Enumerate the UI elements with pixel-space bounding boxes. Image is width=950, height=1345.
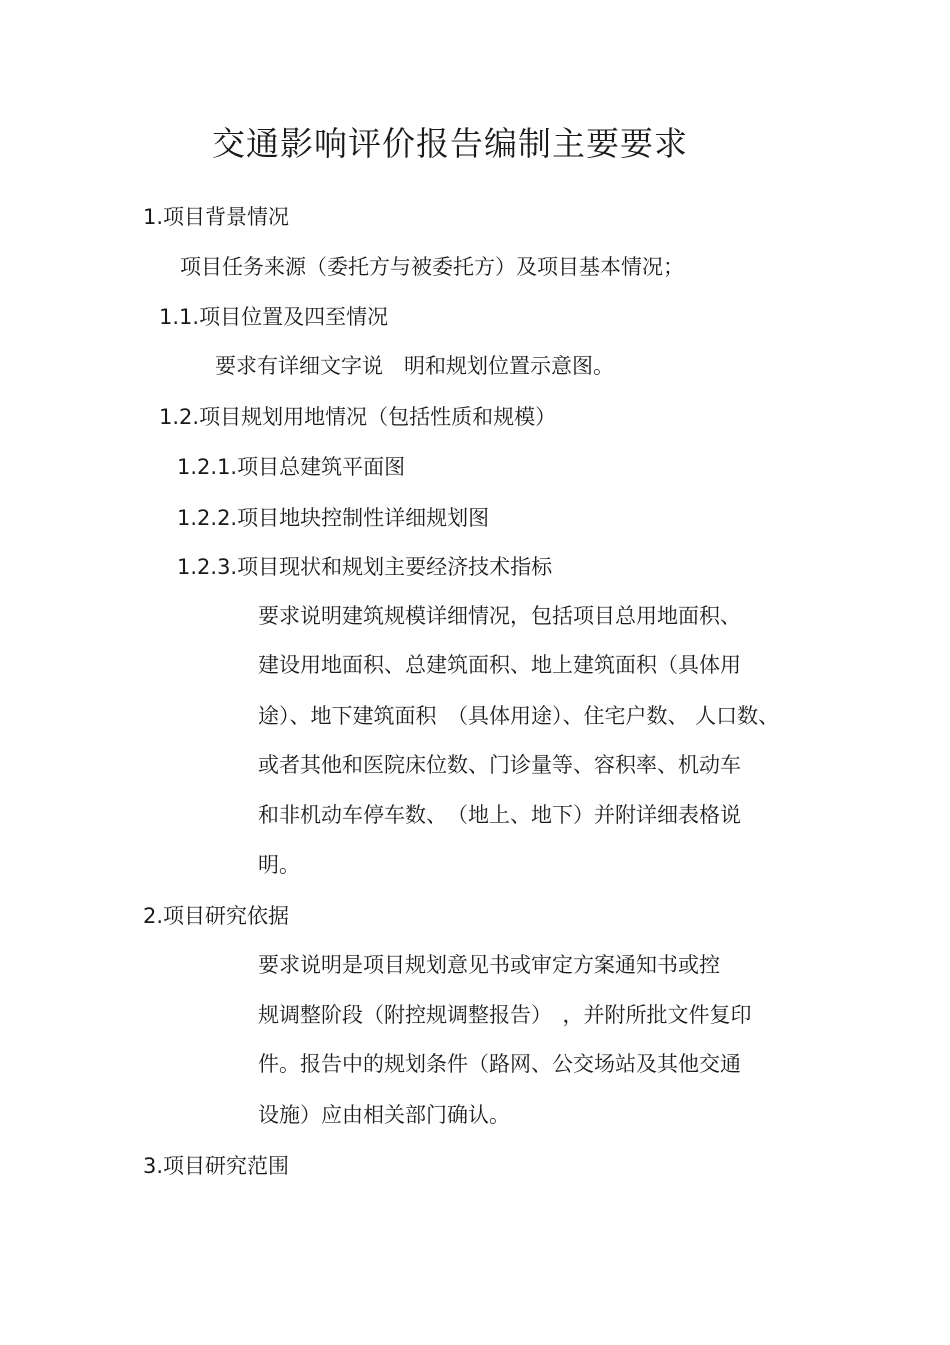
heading-technical-indicators: 1.2.3.项目现状和规划主要经济技术指标 <box>177 555 553 579</box>
paragraph-indicators-line-4: 或者其他和医院床位数、门诊量等、容积率、机动车 <box>258 753 741 777</box>
paragraph-indicators-line-6: 明。 <box>258 853 300 877</box>
paragraph-indicators-line-2: 建设用地面积、总建筑面积、地上建筑面积（具体用 <box>258 653 741 677</box>
paragraph-indicators-line-3: 途）、地下建筑面积 （具体用途）、住宅户数、 人口数、 <box>258 704 780 728</box>
paragraph-location-requirement: 要求有详细文字说 明和规划位置示意图。 <box>215 354 614 378</box>
paragraph-basis-line-1: 要求说明是项目规划意见书或审定方案通知书或控 <box>258 953 720 977</box>
heading-project-background: 1.项目背景情况 <box>143 205 290 229</box>
paragraph-indicators-line-5: 和非机动车停车数、 （地上、地下）并附详细表格说 <box>258 803 741 827</box>
paragraph-indicators-line-1: 要求说明建筑规模详细情况，包括项目总用地面积、 <box>258 604 741 628</box>
paragraph-project-source: 项目任务来源（委托方与被委托方）及项目基本情况； <box>180 255 684 279</box>
paragraph-basis-line-3: 件。报告中的规划条件（路网、公交场站及其他交通 <box>258 1052 741 1076</box>
heading-research-basis: 2.项目研究依据 <box>143 904 290 928</box>
heading-project-location: 1.1.项目位置及四至情况 <box>159 305 389 329</box>
heading-land-use: 1.2.项目规划用地情况（包括性质和规模） <box>159 405 557 429</box>
heading-site-plan: 1.2.1.项目总建筑平面图 <box>177 455 406 479</box>
document-title: 交通影响评价报告编制主要要求 <box>212 124 688 163</box>
heading-regulatory-plan: 1.2.2.项目地块控制性详细规划图 <box>177 506 490 530</box>
paragraph-basis-line-2: 规调整阶段（附控规调整报告） ，并附所批文件复印 <box>258 1003 752 1027</box>
paragraph-basis-line-4: 设施）应由相关部门确认。 <box>258 1103 510 1127</box>
heading-research-scope: 3.项目研究范围 <box>143 1154 290 1178</box>
